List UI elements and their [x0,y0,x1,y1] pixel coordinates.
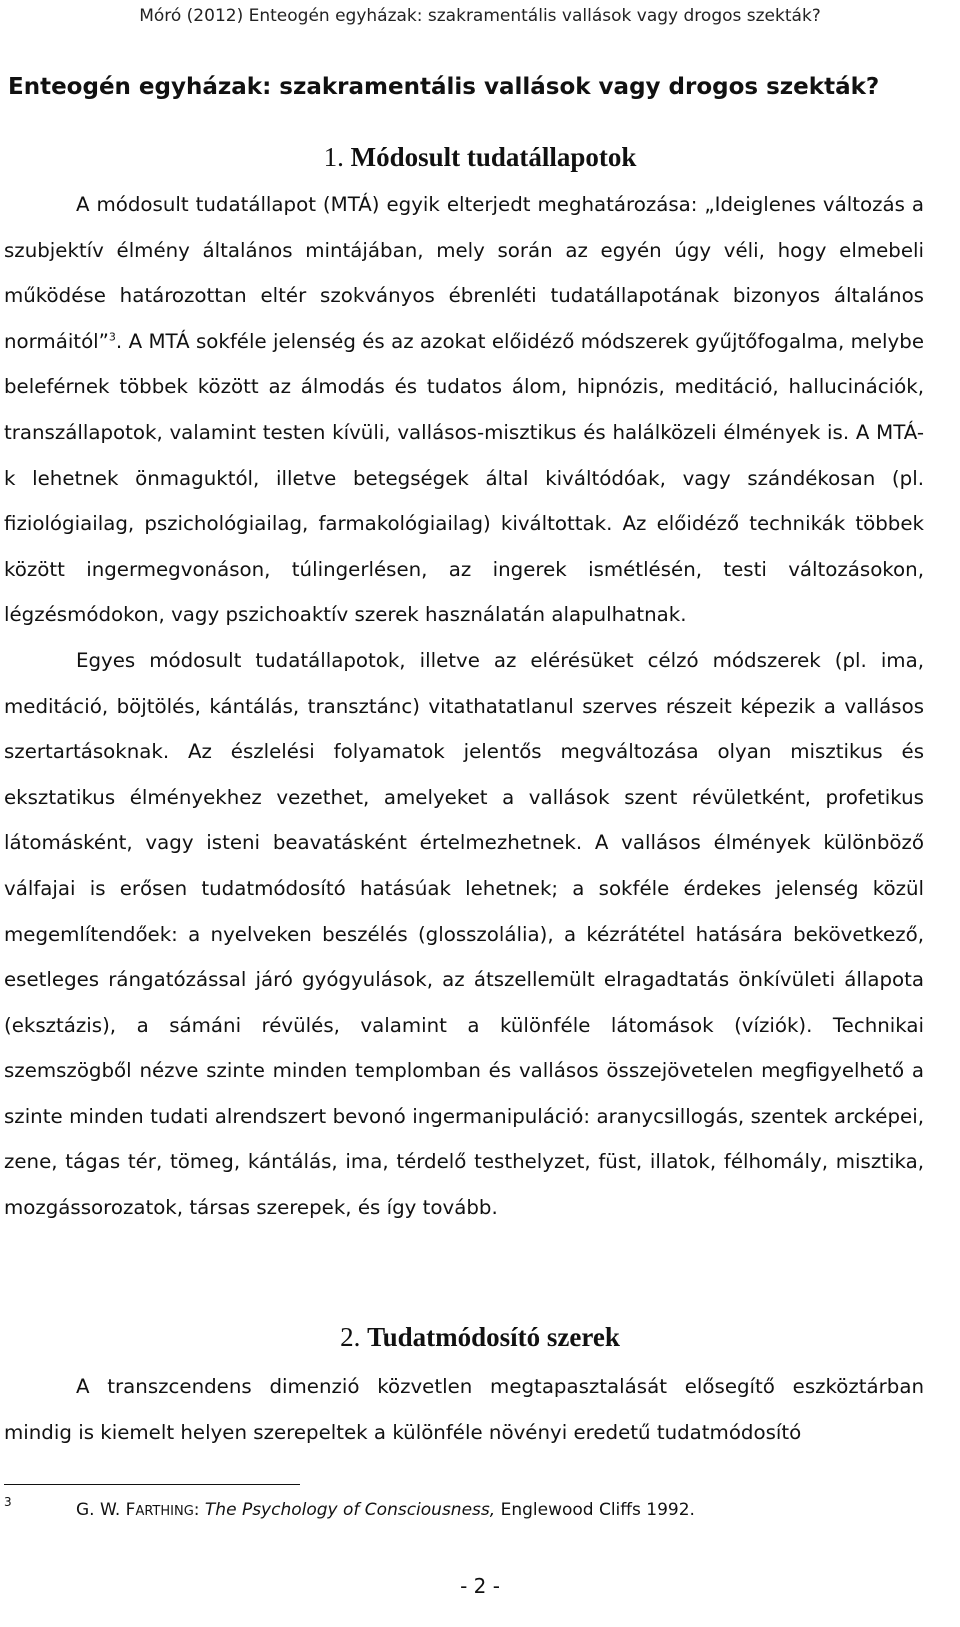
footnote-text [76,1500,695,1520]
paragraph [4,182,924,638]
section-2-heading [0,1322,960,1353]
section-1-heading [0,142,960,173]
footnote-ref[interactable]: 3 [108,330,116,344]
footnote-author-rest: ARTHING [135,1504,194,1519]
paragraph: Egyes módosult tudatállapotok, illetve az elérésüket célzó módszerek (pl. ima, meditáció, böjtölés, kántálás, transztánc) vitathatatlanul szerves részeit képezik a vallásos szertartásoknak. Az észlelési folyamatok jelentős megváltozása olyan misztikus és eksztatikus élményekhez vezethet, amelyeket a vallások szent révületként, profetikus látomásként, vagy isteni beavatásként értelmezhetnek. A vallásos élmények különböző válfajai is erősen tudatmódosító hatásúak lehetnek; a sokféle érdekes jelenség közül megemlítendőek: a nyelveken beszélés (glosszolália), a kézrátétel hatására bekövetkező, esetleges rángatózással járó gyógyulások, az átszellemült elragadtatás önkívületi állapota (eksztázis), a sámáni révülés, valamint a különféle látomások (víziók). Technikai szemszögből nézve szinte minden templomban és vallásos összejövetelen megfigyelhető a szinte minden tudati alrendszert bevonó ingermanipuláció: aranycsillogás, szentek arcképei, zene, tágas tér, tömeg, kántálás, ima, térdelő testhelyzet, füst, illatok, félhomály, misztika, mozgássorozatok, társas szerepek, és így tovább. [4,648,924,1220]
footnote-author-initials: G. W. F [76,1500,136,1520]
section-2-title: Tudatmódosító szerek [367,1322,620,1352]
section-1-body [4,182,924,1231]
footnote-work-title: The Psychology of Consciousness, [204,1500,496,1520]
section-2-number: 2. [340,1322,361,1352]
footnote-separator [4,1484,300,1485]
paragraph-text: . A MTÁ sokféle jelenség és az azokat előidéző módszerek gyűjtőfogalma, melybe beleférnek többek között az álmodás és tudatos álom, hipnózis, meditáció, hallucinációk, transzállapotok, valamint testen kívüli, vallásos-misztikus és halálközeli élmények is. A MTÁ-k lehetnek önmaguktól, illetve betegségek által kiváltódóak, vagy szándékosan (pl. fiziológiailag, pszichológiailag, farmakológiailag) kiváltottak. Az előidéző technikák többek között ingermegvonáson, túlingerlésen, az ingerek ismétlésén, testi változásokon, légzésmódokon, vagy pszichoaktív szerek használatán alapulhatnak. [4,329,924,627]
page-number: - 2 - [460,1574,500,1598]
footnote-colon: : [193,1500,200,1520]
section-1-number: 1. [323,142,344,172]
running-header: Móró (2012) Enteogén egyházak: szakramentális vallások vagy drogos szekták? [139,6,821,26]
document-title: Enteogén egyházak: szakramentális vallások vagy drogos szekták? [8,74,880,100]
footnote-mark: 3 [4,1495,12,1509]
paragraph-text: A módosult tudatállapot (MTÁ) egyik elterjedt meghatározása: „Ideiglenes változás a szubjektív élmény általános mintájában, mely során az egyén úgy véli, hogy elmebeli működése határozottan eltér szokványos ébrenléti tudatállapotának bizonyos általános normáitól” [4,193,924,353]
section-1-title: Módosult tudatállapotok [350,142,637,172]
footnote-publisher: Englewood Cliffs 1992. [495,1500,695,1520]
section-2-body [4,1364,924,1455]
paragraph: A transzcendens dimenzió közvetlen megtapasztalását elősegítő eszköztárban mindig is kiemelt helyen szerepeltek a különféle növényi eredetű tudatmódosító [4,1375,924,1444]
